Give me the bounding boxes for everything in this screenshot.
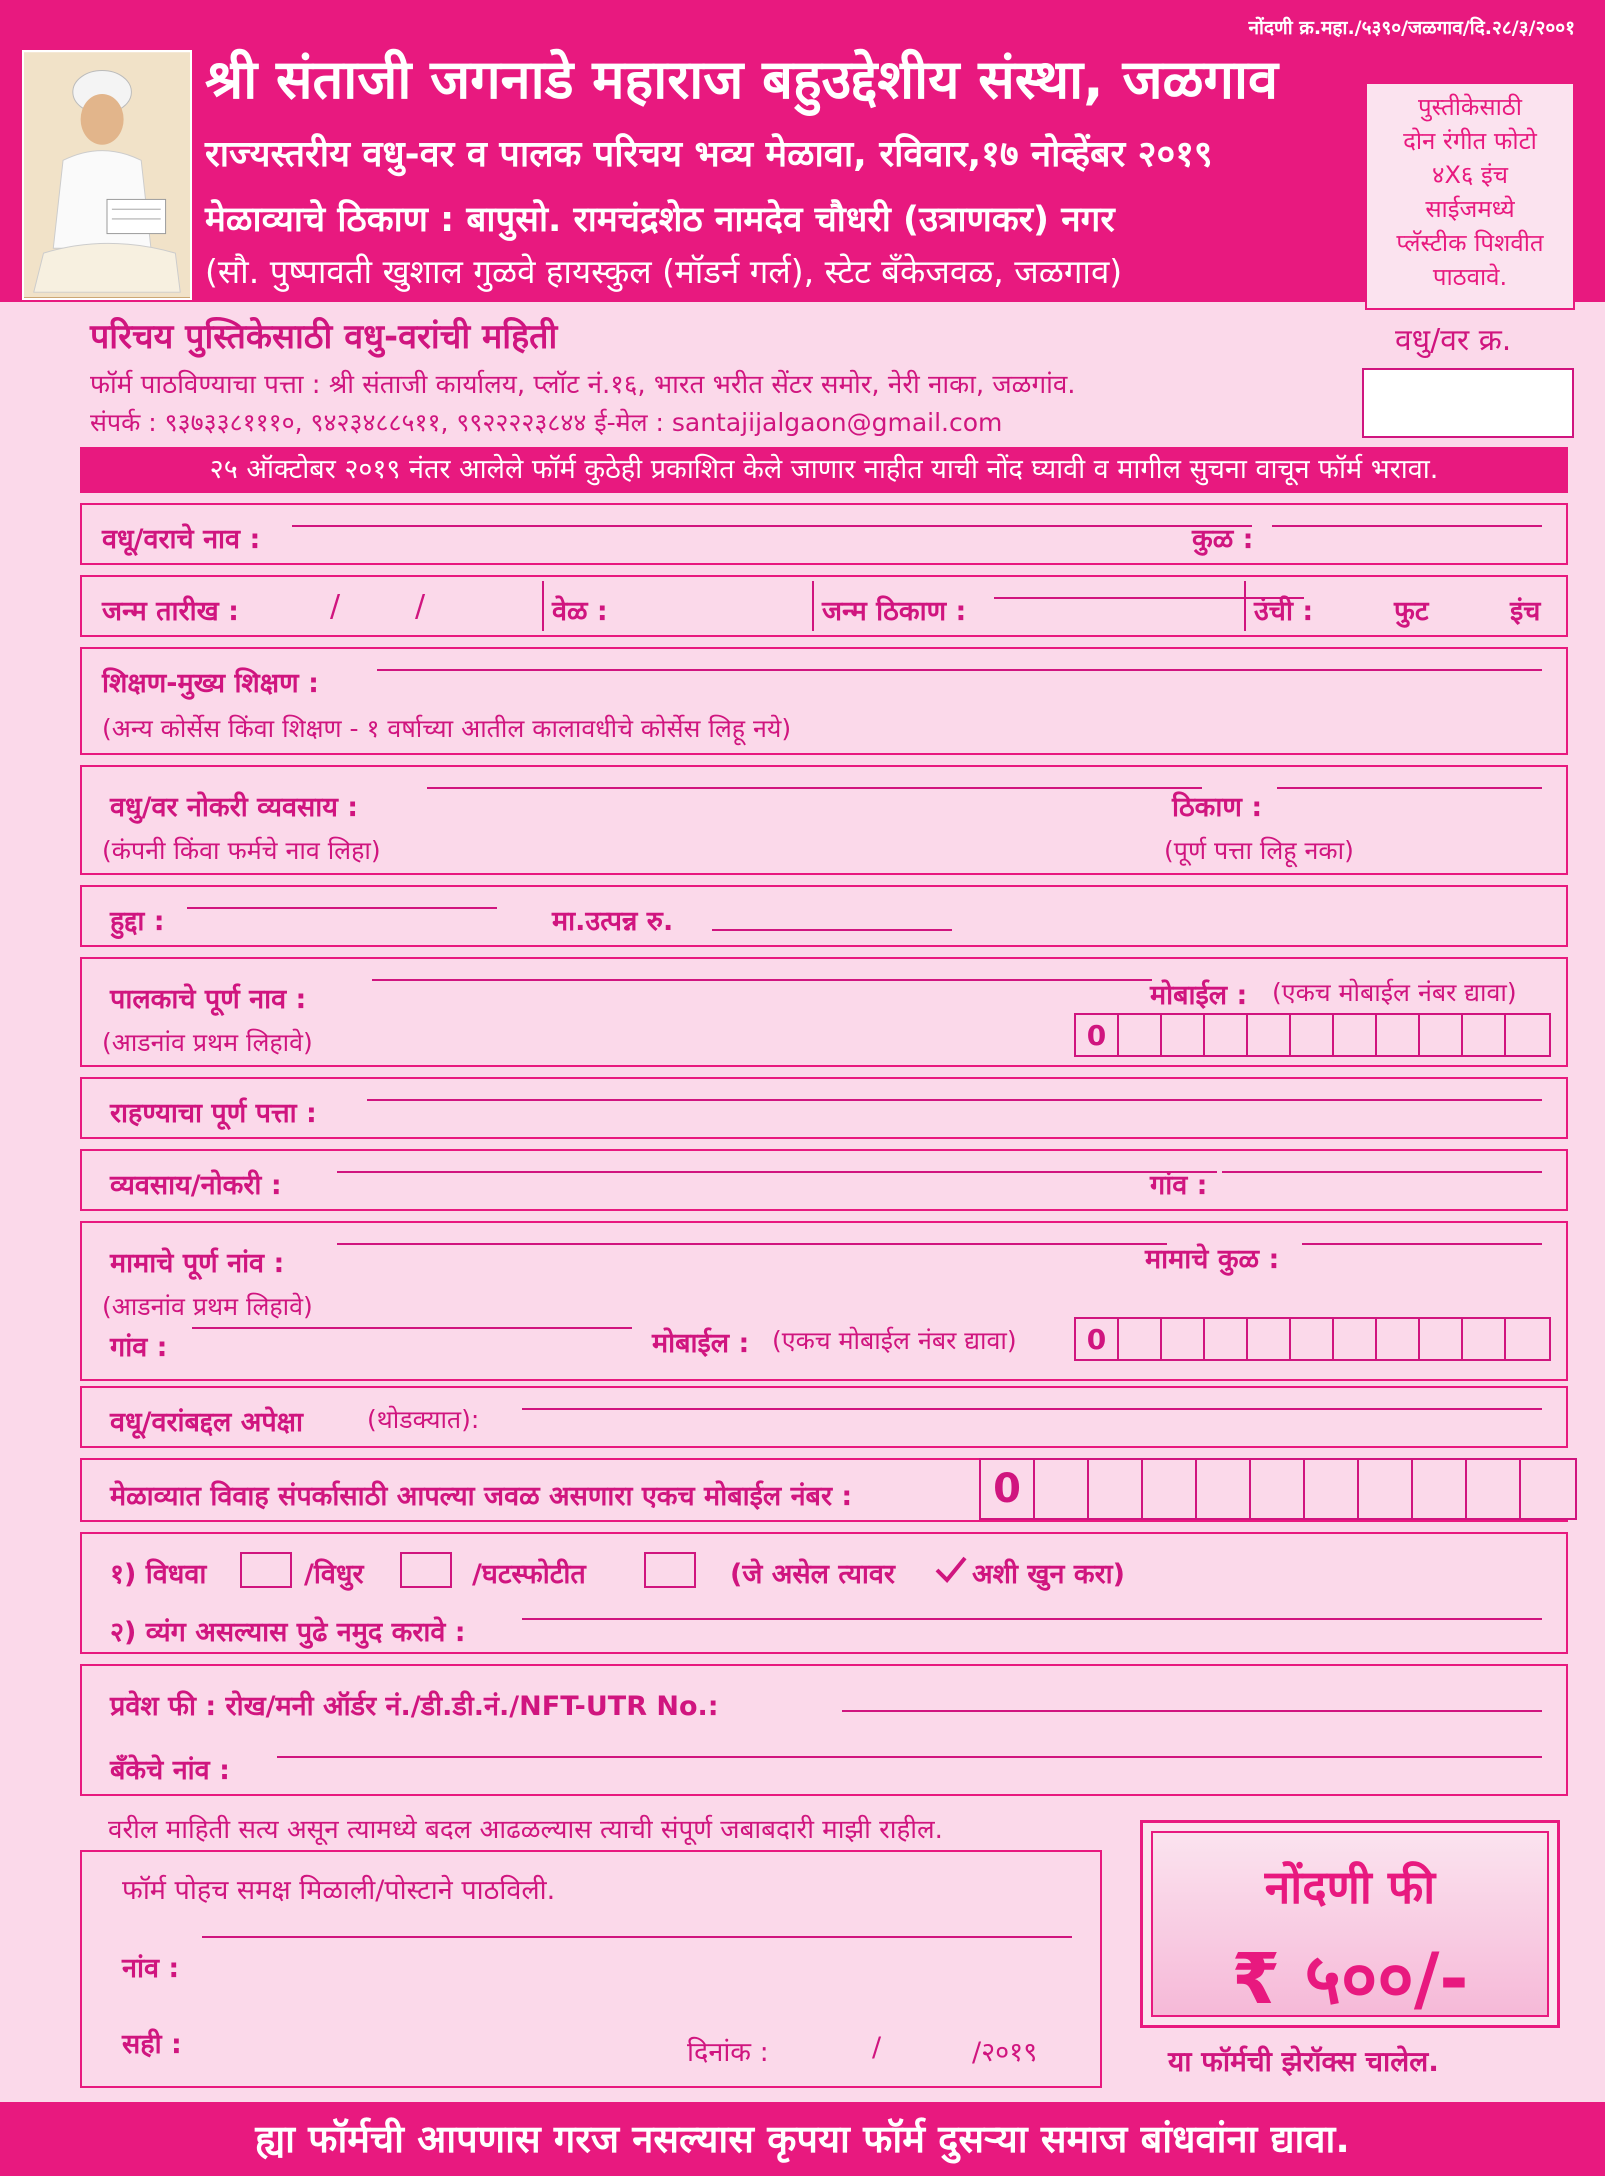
photo-note-line: पाठवावे. xyxy=(1432,263,1508,291)
uncle-kul-label: मामाचे कुळ : xyxy=(1145,1244,1280,1275)
tick-instruction-pre: (जे असेल त्यावर xyxy=(730,1559,895,1590)
occupation-field[interactable] xyxy=(337,1171,1217,1173)
mobile-digit-cell[interactable] xyxy=(1248,1319,1291,1359)
declaration-text: वरील माहिती सत्य असून त्यामध्ये बदल आढळल्यास त्याची संपूर्ण जबाबदारी माझी राहील. xyxy=(108,1815,943,1845)
expectation-row xyxy=(80,1386,1568,1448)
portrait-illustration xyxy=(24,52,190,298)
education-row xyxy=(80,647,1568,755)
mobile-digit-cell[interactable] xyxy=(1420,1015,1463,1055)
mobile-digit-cell[interactable] xyxy=(1420,1319,1463,1359)
education-field[interactable] xyxy=(377,669,1542,671)
job-note: (कंपनी किंवा फर्मचे नाव लिहा) xyxy=(102,836,381,865)
uncle-mobile-input[interactable] xyxy=(1074,1317,1551,1361)
mobile-digit-cell[interactable] xyxy=(1119,1319,1162,1359)
address-row xyxy=(80,1077,1568,1139)
xerox-note: या फॉर्मची झेरॉक्स चालेल. xyxy=(1168,2045,1439,2078)
footer-banner: ह्या फॉर्मची आपणास गरज नसल्यास कृपया फॉर्म दुसऱ्या समाज बांधवांना द्यावा. xyxy=(0,2102,1605,2176)
mobile-digit-cell[interactable] xyxy=(1035,1460,1089,1518)
job-place-label: ठिकाण : xyxy=(1172,792,1263,823)
mobile-digit-cell[interactable] xyxy=(1506,1319,1549,1359)
mobile-digit-cell[interactable] xyxy=(1205,1319,1248,1359)
acknowledgement-box xyxy=(80,1850,1102,2088)
job-field[interactable] xyxy=(427,787,1202,789)
parent-mobile-input[interactable] xyxy=(1074,1013,1551,1057)
mobile-digit-cell[interactable] xyxy=(1359,1460,1413,1518)
mobile-prefix: 0 xyxy=(1076,1319,1119,1359)
mobile-digit-cell[interactable] xyxy=(1197,1460,1251,1518)
mobile-digit-cell[interactable] xyxy=(1506,1015,1549,1055)
uncle-name-note: (आडनांव प्रथम लिहावे) xyxy=(102,1292,313,1321)
mailing-address: फॉर्म पाठविण्याचा पत्ता : श्री संताजी कार्यालय, प्लॉट नं.१६, भारत भरीत सेंटर समोर, नेरी नाका, जळगांव. xyxy=(90,370,1076,400)
photo-note-line: साईजमध्ये xyxy=(1425,195,1515,223)
photo-note-line: ४X६ इंच xyxy=(1431,161,1509,189)
payment-row xyxy=(80,1664,1568,1796)
uncle-village-label: गांव : xyxy=(110,1332,168,1363)
info-title: परिचय पुस्तिकेसाठी वधु-वरांची महिती xyxy=(90,317,558,357)
ack-name-field[interactable] xyxy=(202,1936,1072,1938)
widower-checkbox[interactable] xyxy=(400,1552,452,1588)
parent-name-label: पालकाचे पूर्ण नाव : xyxy=(110,984,307,1015)
parent-row xyxy=(80,957,1568,1067)
birth-details-row xyxy=(80,575,1568,637)
education-note: (अन्य कोर्सेस किंवा शिक्षण - १ वर्षाच्या आतील कालावधीचे कोर्सेस लिहू नये) xyxy=(102,714,792,743)
expectation-label: वधू/वरांबद्दल अपेक्षा xyxy=(110,1407,304,1438)
organization-title: श्री संताजी जगनाडे महाराज बहुउद्देशीय संस्था, जळगाव xyxy=(205,48,1278,111)
divorced-checkbox[interactable] xyxy=(644,1552,696,1588)
post-field[interactable] xyxy=(187,907,497,909)
address-label: राहण्याचा पूर्ण पत्ता : xyxy=(110,1098,317,1129)
check-mark-icon xyxy=(934,1554,968,1586)
income-label: मा.उत्पन्न रु. xyxy=(552,906,674,937)
inch-label: इंच xyxy=(1510,596,1541,627)
mobile-digit-cell[interactable] xyxy=(1205,1015,1248,1055)
name-label: वधू/वराचे नाव : xyxy=(102,524,261,555)
contact-mobile-row xyxy=(80,1458,1568,1522)
mobile-digit-cell[interactable] xyxy=(1305,1460,1359,1518)
mobile-digit-cell[interactable] xyxy=(1162,1319,1205,1359)
expectation-note: (थोडक्यात): xyxy=(367,1405,480,1434)
registration-fee-box xyxy=(1140,1820,1560,2028)
village-label: गांव : xyxy=(1150,1170,1208,1201)
birthplace-label: जन्म ठिकाण : xyxy=(822,596,967,627)
widow-label: १) विधवा xyxy=(110,1559,207,1590)
mobile-label: मोबाईल : xyxy=(1150,980,1248,1011)
photo-note-line: प्लॅस्टीक पिशवीत xyxy=(1396,229,1544,257)
vadhu-var-number-field[interactable] xyxy=(1362,368,1574,438)
mobile-digit-cell[interactable] xyxy=(1413,1460,1467,1518)
mobile-digit-cell[interactable] xyxy=(1162,1015,1205,1055)
mobile-digit-cell[interactable] xyxy=(1334,1015,1377,1055)
maternal-uncle-row xyxy=(80,1221,1568,1381)
mobile-digit-cell[interactable] xyxy=(1377,1319,1420,1359)
payment-reference-field[interactable] xyxy=(842,1710,1542,1712)
divorced-label: /घटस्फोटीत xyxy=(472,1559,586,1590)
mobile-digit-cell[interactable] xyxy=(1119,1015,1162,1055)
height-label: उंची : xyxy=(1254,596,1314,627)
event-line: राज्यस्तरीय वधु-वर व पालक परिचय भव्य मेळावा, रविवार,१७ नोव्हेंबर २०१९ xyxy=(205,134,1213,175)
mobile-digit-cell[interactable] xyxy=(1467,1460,1521,1518)
mobile-digit-cell[interactable] xyxy=(1463,1015,1506,1055)
date-label: दिनांक : xyxy=(687,2037,769,2068)
signature-label: सही : xyxy=(122,2029,182,2060)
vadhu-var-number-label: वधु/वर क्र. xyxy=(1395,323,1512,358)
occupation-row xyxy=(80,1149,1568,1211)
bank-name-label: बँकेचे नांव : xyxy=(110,1755,230,1786)
bank-name-field[interactable] xyxy=(277,1756,1542,1758)
dob-label: जन्म तारीख : xyxy=(102,596,239,627)
divider xyxy=(812,581,814,631)
venue-line: मेळाव्याचे ठिकाण : बापुसो. रामचंद्रशेठ नामदेव चौधरी (उत्राणकर) नगर xyxy=(205,200,1115,240)
job-label: वधु/वर नोकरी व्यवसाय : xyxy=(110,792,359,823)
marital-status-row xyxy=(80,1532,1568,1654)
widow-checkbox[interactable] xyxy=(240,1552,292,1588)
income-field[interactable] xyxy=(712,929,952,931)
fee-title: नोंदणी फी xyxy=(1264,1860,1436,1914)
mobile-digit-cell[interactable] xyxy=(1334,1319,1377,1359)
mobile-digit-cell[interactable] xyxy=(1463,1319,1506,1359)
deadline-notice: २५ ऑक्टोबर २०१९ नंतर आलेले फॉर्म कुठेही प्रकाशित केले जाणार नाहीत याची नोंद घ्यावी व मागील सुचना वाचून फॉर्म भरावा. xyxy=(80,447,1568,493)
kul-field[interactable] xyxy=(1272,525,1542,527)
photo-instruction-box xyxy=(1365,82,1575,310)
widower-label: /विधुर xyxy=(304,1559,364,1590)
address-field[interactable] xyxy=(367,1099,1542,1101)
fee-amount: ₹ ५००/- xyxy=(1231,1938,1469,2020)
post-label: हुद्दा : xyxy=(110,906,165,937)
registration-number: नोंदणी क्र.महा./५३९०/जळगाव/दि.२८/३/२००१ xyxy=(1248,17,1575,39)
name-field[interactable] xyxy=(292,525,1252,527)
education-label: शिक्षण-मुख्य शिक्षण : xyxy=(102,668,319,699)
village-field[interactable] xyxy=(1222,1171,1542,1173)
divider xyxy=(1244,581,1246,631)
uncle-village-field[interactable] xyxy=(192,1327,632,1329)
job-row xyxy=(80,765,1568,875)
disability-field[interactable] xyxy=(522,1618,1542,1620)
saint-portrait-image xyxy=(22,50,192,300)
parent-name-field[interactable] xyxy=(372,979,1152,981)
mobile-digit-cell[interactable] xyxy=(1291,1015,1334,1055)
contact-mobile-input[interactable] xyxy=(979,1458,1577,1520)
name-row xyxy=(80,503,1568,565)
time-label: वेळ : xyxy=(552,596,608,627)
contact-mobile-label: मेळाव्यात विवाह संपर्कासाठी आपल्या जवळ असणारा एकच मोबाईल नंबर : xyxy=(110,1481,853,1512)
occupation-label: व्यवसाय/नोकरी : xyxy=(110,1170,282,1201)
mobile-digit-cell[interactable] xyxy=(1143,1460,1197,1518)
received-text: फॉर्म पोहच समक्ष मिळाली/पोस्टाने पाठविली. xyxy=(122,1875,556,1906)
feet-label: फुट xyxy=(1394,596,1429,627)
dob-separator: / xyxy=(415,589,426,624)
photo-note-line: दोन रंगीत फोटो xyxy=(1403,127,1537,155)
parent-name-note: (आडनांव प्रथम लिहावे) xyxy=(102,1028,313,1057)
job-place-note: (पूर्ण पत्ता लिहू नका) xyxy=(1164,836,1354,865)
mobile-prefix: 0 xyxy=(1076,1015,1119,1055)
kul-label: कुळ : xyxy=(1192,524,1254,555)
mobile-digit-cell[interactable] xyxy=(1377,1015,1420,1055)
fee-inner-frame xyxy=(1151,1831,1549,2020)
post-row xyxy=(80,885,1568,947)
uncle-name-label: मामाचे पूर्ण नांव : xyxy=(110,1248,285,1279)
uncle-mobile-note: (एकच मोबाईल नंबर द्यावा) xyxy=(772,1326,1017,1355)
tick-instruction-post: अशी खुन करा) xyxy=(972,1559,1125,1590)
mobile-digit-cell[interactable] xyxy=(1291,1319,1334,1359)
uncle-kul-field[interactable] xyxy=(1302,1243,1542,1245)
ack-name-label: नांव : xyxy=(122,1953,180,1984)
payment-label: प्रवेश फी : रोख/मनी ऑर्डर नं./डी.डी.नं./NFT-UTR No.: xyxy=(110,1691,719,1722)
disability-label: २) व्यंग असल्यास पुढे नमुद करावे : xyxy=(110,1617,466,1648)
mobile-digit-cell[interactable] xyxy=(1521,1460,1575,1518)
date-separator: / xyxy=(872,2032,882,2063)
venue-detail: (सौ. पुष्पावती खुशाल गुळवे हायस्कुल (मॉडर्न गर्ल), स्टेट बँकेजवळ, जळगाव) xyxy=(205,252,1123,291)
mobile-digit-cell[interactable] xyxy=(1089,1460,1143,1518)
mobile-digit-cell[interactable] xyxy=(1251,1460,1305,1518)
dob-separator: / xyxy=(330,589,341,624)
mobile-digit-cell[interactable] xyxy=(1248,1015,1291,1055)
divider xyxy=(542,581,544,631)
uncle-name-field[interactable] xyxy=(337,1243,1167,1245)
photo-note-line: पुस्तीकेसाठी xyxy=(1418,93,1522,121)
uncle-mobile-label: मोबाईल : xyxy=(652,1328,750,1359)
job-place-field[interactable] xyxy=(1277,787,1542,789)
mobile-prefix: 0 xyxy=(981,1460,1035,1518)
contact-details: संपर्क : ९३७३३८१११०, ९४२३४८८५११, ९९२२२२३८४४ ई-मेल : santajijalgaon@gmail.com xyxy=(90,408,1003,437)
expectation-field[interactable] xyxy=(522,1408,1542,1410)
date-year: /२०१९ xyxy=(972,2037,1038,2068)
mobile-note: (एकच मोबाईल नंबर द्यावा) xyxy=(1272,978,1517,1007)
